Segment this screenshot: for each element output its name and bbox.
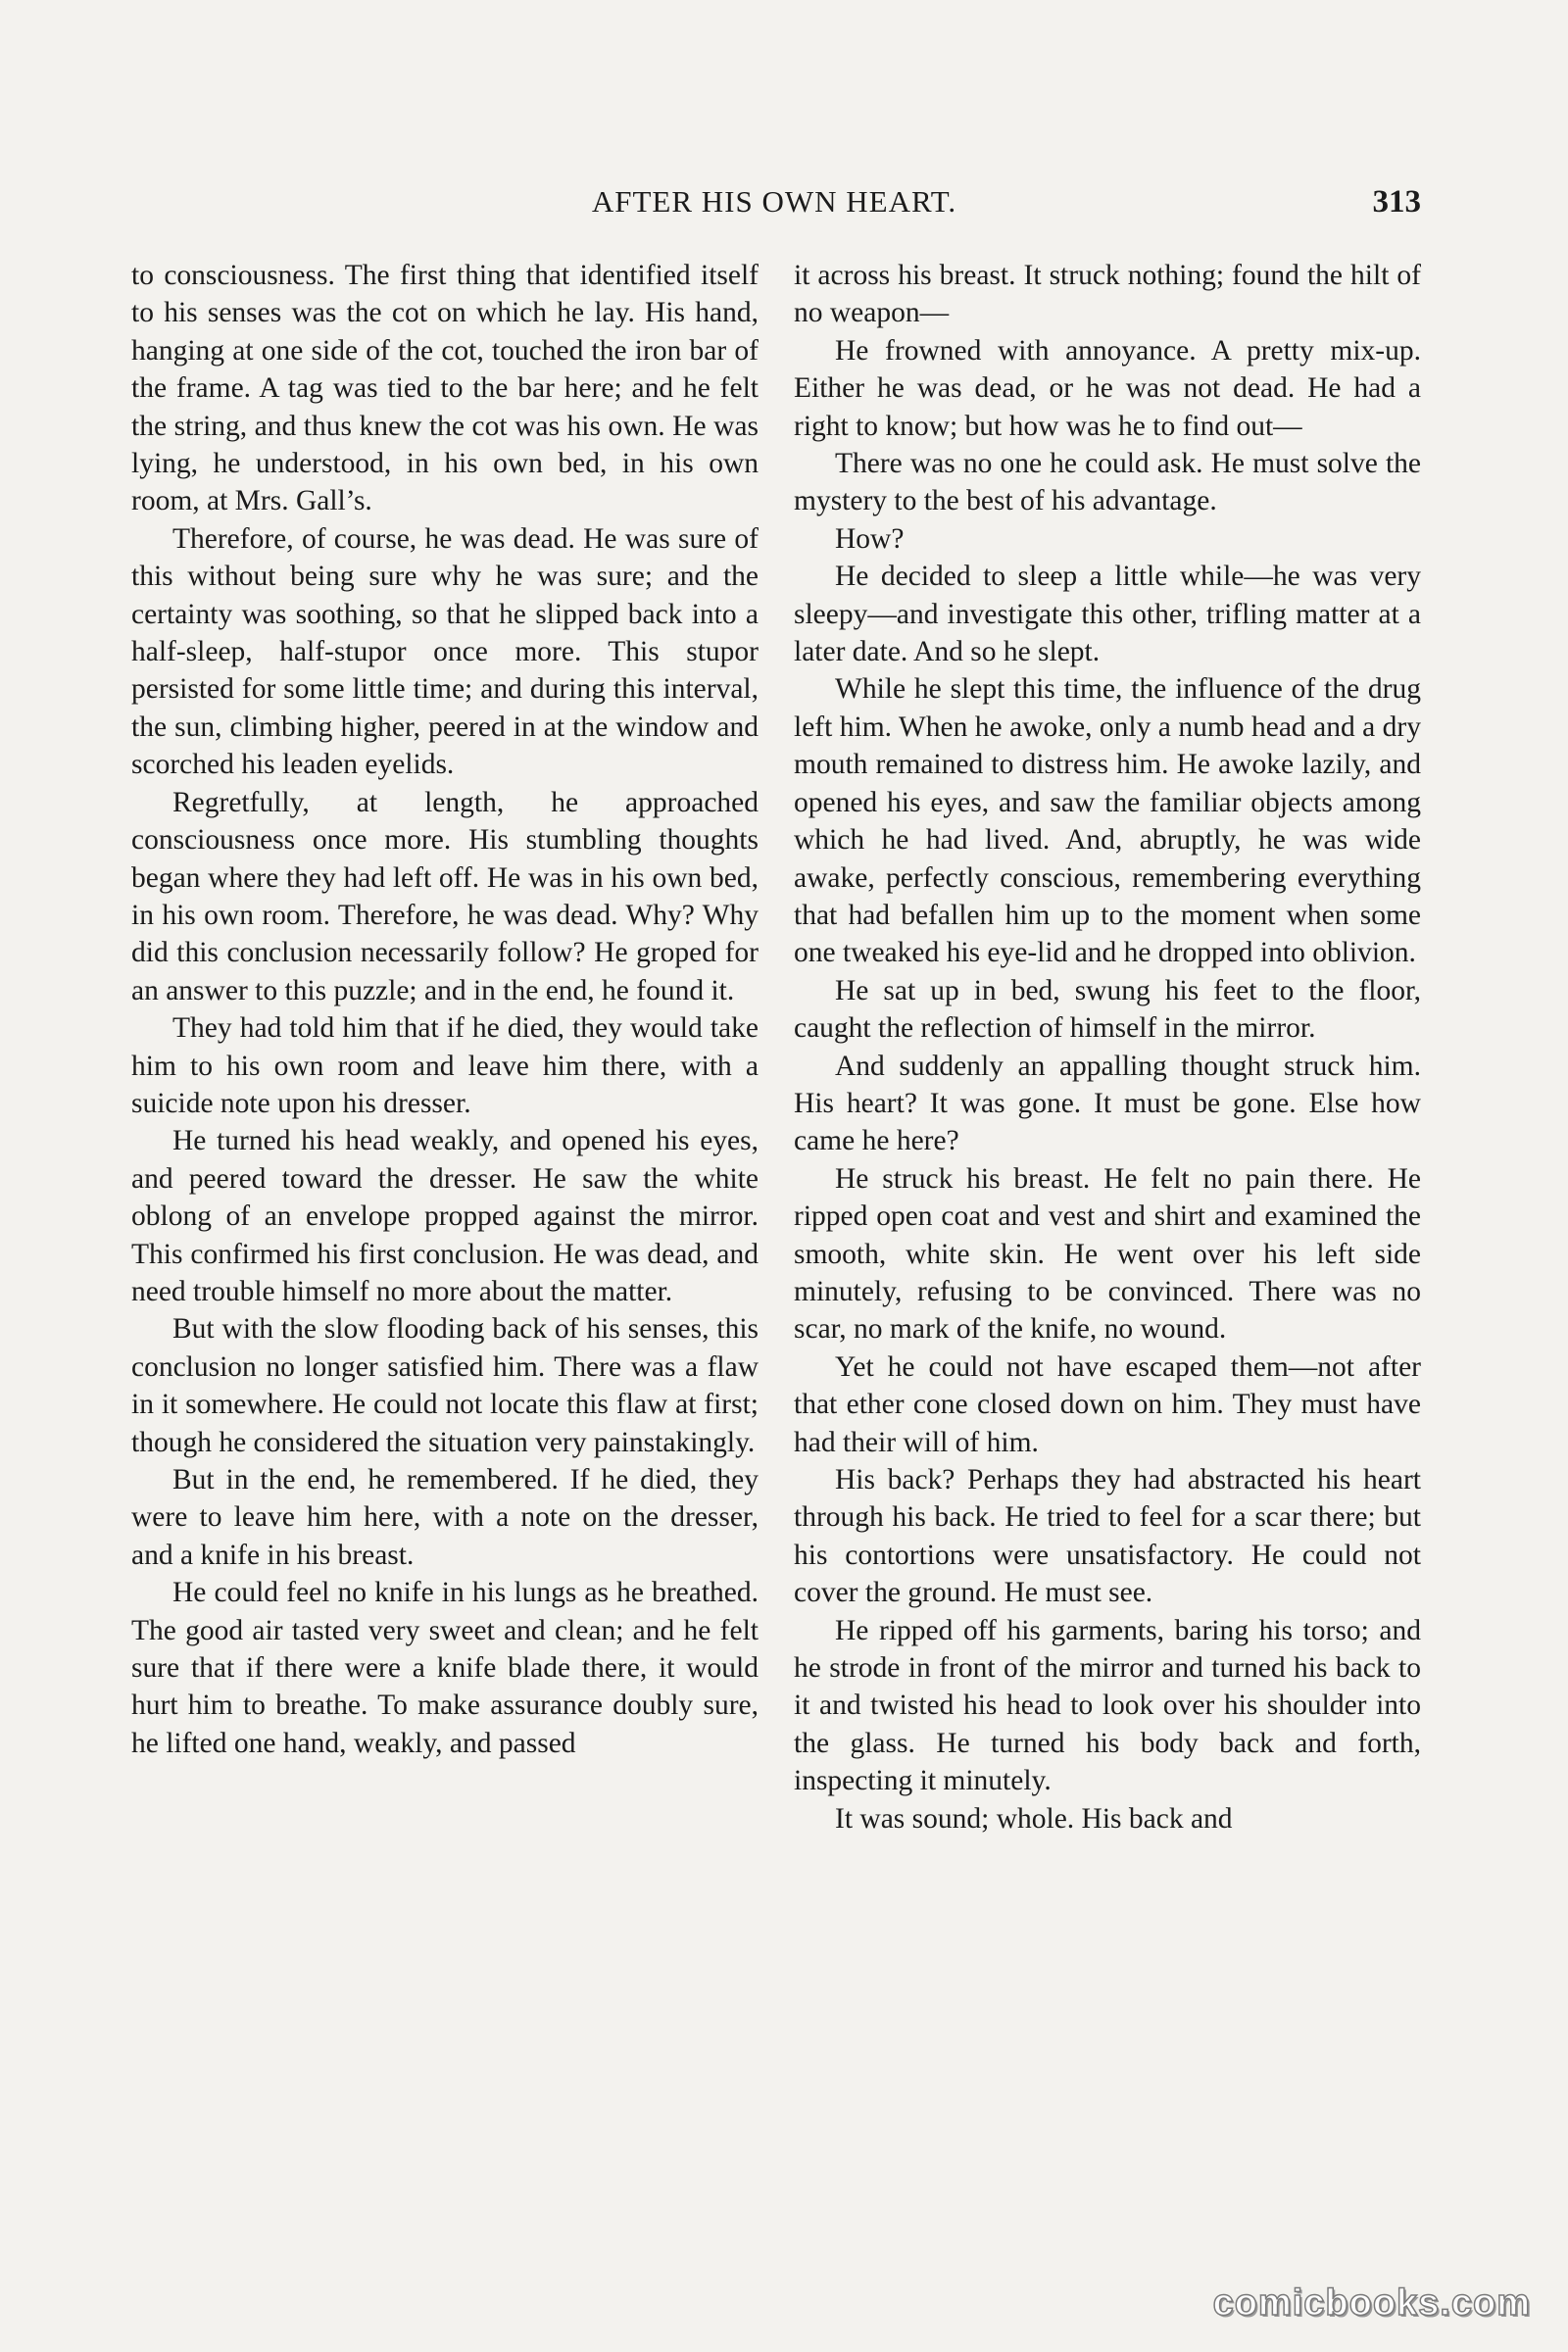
running-head	[127, 184, 1421, 233]
paragraph: to consciousness. The first thing that identified itself to his senses was the cot on which he lay. His hand, hanging at one side of the cot, touched the iron bar of the frame. A tag was tied to the bar here; and he felt the string, and thus knew the cot was his own. He was lying, he understood, in his own bed, in his own room, at Mrs. Gall’s.	[131, 260, 759, 517]
page-number: 313	[1372, 184, 1421, 220]
paragraph: How?	[835, 522, 905, 555]
paragraph: He ripped off his garments, baring his torso; and he strode in front of the mirror and turned his back to it and twisted his head to look over his shoulder into the glass. He turned his body back and forth, inspecting it minutely.	[794, 1614, 1421, 1797]
paragraph: And suddenly an appalling thought struck him. His heart? It was gone. It must be gone. Else how came he here?	[794, 1050, 1421, 1157]
paragraph: But in the end, he remembered. If he died, they were to leave him here, with a note on the dresser, and a knife in his breast.	[131, 1464, 759, 1571]
paragraph: it across his breast. It struck nothing; found the hilt of no weapon—	[794, 260, 1421, 329]
paragraph: He frowned with annoyance. A pretty mix-up. Either he was dead, or he was not dead. He had a right to know; but how was he to find out—	[794, 334, 1421, 442]
right-column	[794, 257, 1421, 1838]
running-title: AFTER HIS OWN HEART.	[591, 184, 957, 219]
paragraph: They had told him that if he died, they would take him to his own room and leave him there, with a suicide note upon his dresser.	[131, 1012, 759, 1119]
paragraph: His back? Perhaps they had abstracted his heart through his back. He tried to feel for a scar there; but his contortions were unsatisfactory. He could not cover the ground. He must see.	[794, 1464, 1421, 1609]
paragraph: Regretfully, at length, he approached consciousness once more. His stumbling thoughts began where they had left off. He was in his own bed, in his own room. Therefore, he was dead. Why? Why did this conclusion necessarily follow? He groped for an answer to this puzzle; and in the end, he found it.	[131, 786, 759, 1006]
paragraph: But with the slow flooding back of his senses, this conclusion no longer satisfied him. There was a flaw in it somewhere. He could not locate this flaw at first; though he considered the situation very painstakingly.	[131, 1313, 759, 1458]
paragraph: He struck his breast. He felt no pain there. He ripped open coat and vest and shirt and examined the smooth, white skin. He went over his left side minutely, refusing to be convinced. There was no scar, no mark of the knife, no wound.	[794, 1162, 1421, 1346]
paragraph: While he slept this time, the influence of the drug left him. When he awoke, only a numb head and a dry mouth remained to distress him. He awoke lazily, and opened his eyes, and saw the familiar objects among which he had lived. And, abruptly, he was wide awake, perfectly conscious, remembering everything that had befallen him up to the moment when some one tweaked his eye-lid and he dropped into oblivion.	[794, 673, 1421, 969]
left-column	[131, 257, 759, 1762]
watermark-logo: comicbooks.com	[1212, 2282, 1531, 2324]
paragraph: There was no one he could ask. He must solve the mystery to the best of his advantage.	[794, 448, 1421, 517]
paragraph: Therefore, of course, he was dead. He was sure of this without being sure why he was sure; and the certainty was soothing, so that he slipped back into a half-sleep, half-stupor once more. This stupor persisted for some little time; and during this interval, the sun, climbing higher, peered in at the window and scorched his leaden eyelids.	[131, 522, 759, 781]
paragraph: He turned his head weakly, and opened his eyes, and peered toward the dresser. He saw the white oblong of an envelope propped against the mirror. This confirmed his first conclusion. He was dead, and need trouble himself no more about the matter.	[131, 1125, 759, 1307]
paragraph: It was sound; whole. His back and	[835, 1802, 1233, 1835]
paragraph: He sat up in bed, swung his feet to the floor, caught the reflection of himself in the mirror.	[794, 974, 1421, 1045]
paragraph: He could feel no knife in his lungs as he breathed. The good air tasted very sweet and clean; and he felt sure that if there were a knife blade there, it would hurt him to breathe. To make assurance doubly sure, he lifted one hand, weakly, and passed	[131, 1577, 759, 1759]
paragraph: Yet he could not have escaped them—not after that ether cone closed down on him. They must have had their will of him.	[794, 1350, 1421, 1458]
paragraph: He decided to sleep a little while—he was very sleepy—and investigate this other, trifling matter at a later date. And so he slept.	[794, 561, 1421, 668]
